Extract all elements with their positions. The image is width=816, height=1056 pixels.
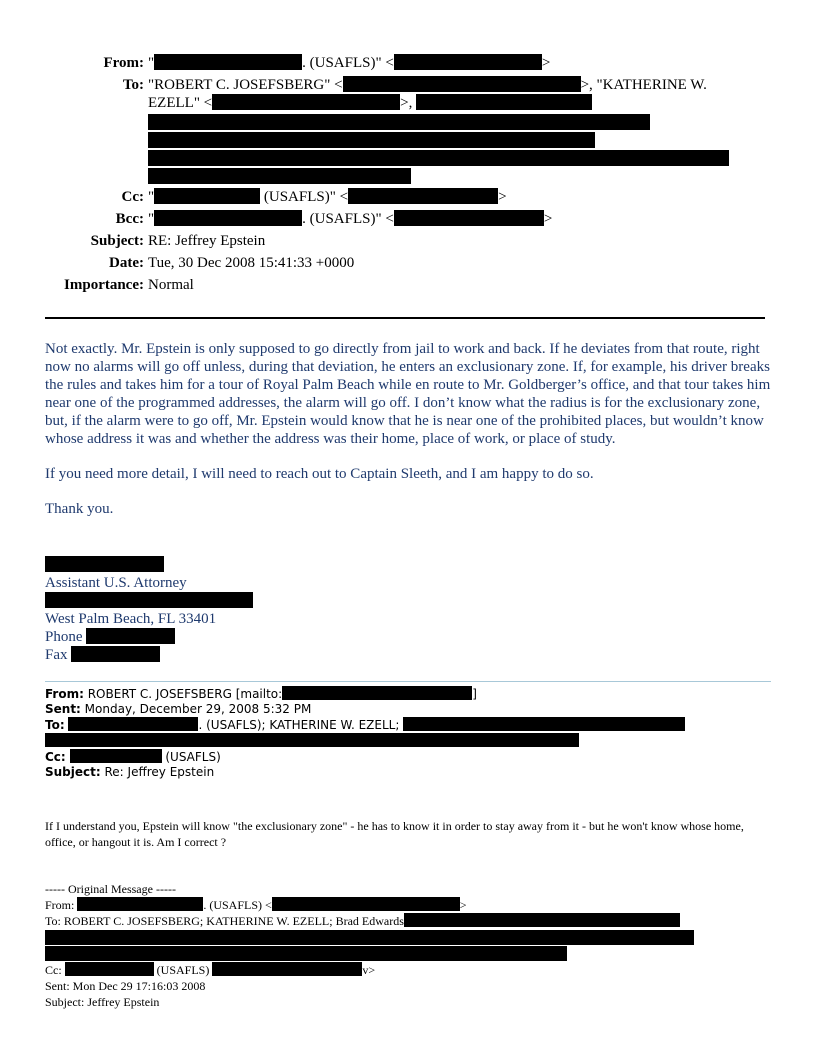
- redaction: [148, 114, 650, 130]
- date-value: Tue, 30 Dec 2008 15:41:33 +0000: [148, 255, 355, 271]
- original-message: [45, 881, 775, 1010]
- redaction: [154, 210, 302, 226]
- header-to-row: To: "ROBERT C. JOSEFSBERG" < >, "KATHERINE W. EZELL" < >,: [0, 76, 816, 184]
- cc-label: Cc:: [121, 189, 144, 205]
- fw-to-row: To: . (USAFLS); KATHERINE W. EZELL;: [45, 717, 775, 733]
- redaction: [272, 897, 460, 911]
- header-importance-row: [0, 276, 816, 294]
- original-cc-row: Cc: (USAFLS) v>: [45, 963, 376, 977]
- redaction: [45, 556, 164, 572]
- redaction: [154, 54, 302, 70]
- to-label: To:: [122, 77, 144, 93]
- signature-phone: Phone: [45, 628, 253, 646]
- redaction: [282, 686, 472, 700]
- redaction: [416, 94, 592, 110]
- signature-title: Assistant U.S. Attorney: [45, 575, 187, 591]
- header-date-row: [0, 254, 816, 272]
- body-paragraph: Not exactly. Mr. Epstein is only supposed to go directly from jail to work and back. If he deviates from that route, right now no alarms will go off unless, during that deviation, he enters an exclusionary zone. If, for example, his driver breaks the rules and takes him for a tour of Royal Palm Beach while en route to Mr. Goldberger’s office, and that tour takes him near one of the programmed addresses, the alarm will go off. I don’t know what the radius is for the exclusionary zone, but, if the alarm were to go off, Mr. Epstein would know that he is near one of the prohibited places, but wouldn’t know whose address it was and whether the address was their home, place of work, or place of study.: [45, 341, 771, 447]
- forward-divider: [45, 681, 771, 682]
- redaction: [45, 946, 567, 961]
- signature-fax: Fax: [45, 646, 253, 664]
- redaction: [71, 646, 160, 662]
- header-divider: [45, 317, 765, 319]
- redaction: [394, 210, 544, 226]
- signature-block: [45, 556, 253, 664]
- redaction: [148, 132, 595, 148]
- redaction: [212, 94, 400, 110]
- redaction: [77, 897, 203, 911]
- redaction: [45, 592, 253, 608]
- redaction: [148, 168, 411, 184]
- message-body: [45, 340, 775, 535]
- importance-value: Normal: [148, 277, 194, 293]
- forwarded-header: [45, 686, 775, 780]
- importance-label: Importance:: [64, 277, 144, 293]
- redaction: [45, 930, 694, 945]
- original-from-row: From: . (USAFLS) < >: [45, 898, 467, 912]
- subject-value: RE: Jeffrey Epstein: [148, 233, 266, 249]
- original-sent-row: Sent: Mon Dec 29 17:16:03 2008: [45, 979, 206, 993]
- bcc-label: Bcc:: [115, 211, 144, 227]
- signature-city: West Palm Beach, FL 33401: [45, 611, 217, 627]
- fw-sent-row: Sent: Monday, December 29, 2008 5:32 PM: [45, 702, 312, 716]
- redaction: [212, 962, 362, 976]
- reply-text: If I understand you, Epstein will know "the exclusionary zone" - he has to know it in order to stay away from it - but he won't know whose home, office, or hangout it is. Am I correct ?: [45, 819, 744, 849]
- redaction: [148, 150, 729, 166]
- email-header: [0, 54, 816, 298]
- fw-subject-row: Subject: Re: Jeffrey Epstein: [45, 765, 215, 779]
- redaction: [70, 749, 162, 763]
- body-paragraph: Thank you.: [45, 501, 114, 517]
- redaction: [86, 628, 175, 644]
- redaction: [154, 188, 260, 204]
- date-label: Date:: [109, 255, 144, 271]
- redaction: [343, 76, 581, 92]
- subject-label: Subject:: [90, 233, 144, 249]
- redaction: [403, 717, 685, 731]
- redaction: [45, 733, 579, 747]
- body-paragraph: If you need more detail, I will need to reach out to Captain Sleeth, and I am happy to do so.: [45, 466, 594, 482]
- fw-cc-row: Cc: (USAFLS): [45, 750, 221, 764]
- original-divider: ----- Original Message -----: [45, 882, 176, 896]
- from-label: From:: [103, 55, 144, 71]
- header-from-row: From: " . (USAFLS)" < >: [0, 54, 816, 72]
- header-bcc-row: Bcc: " . (USAFLS)" < >: [0, 210, 816, 228]
- redaction: [348, 188, 498, 204]
- redaction: [394, 54, 542, 70]
- header-cc-row: Cc: " (USAFLS)" < >: [0, 188, 816, 206]
- redaction: [65, 962, 154, 976]
- fw-from-row: From: ROBERT C. JOSEFSBERG [mailto: ]: [45, 687, 477, 701]
- original-subject-row: Subject: Jeffrey Epstein: [45, 995, 160, 1009]
- redaction: [68, 717, 198, 731]
- header-subject-row: [0, 232, 816, 250]
- redaction: [404, 913, 680, 927]
- original-to-row: To: ROBERT C. JOSEFSBERG; KATHERINE W. EZELL; Brad Edwards: [45, 913, 775, 929]
